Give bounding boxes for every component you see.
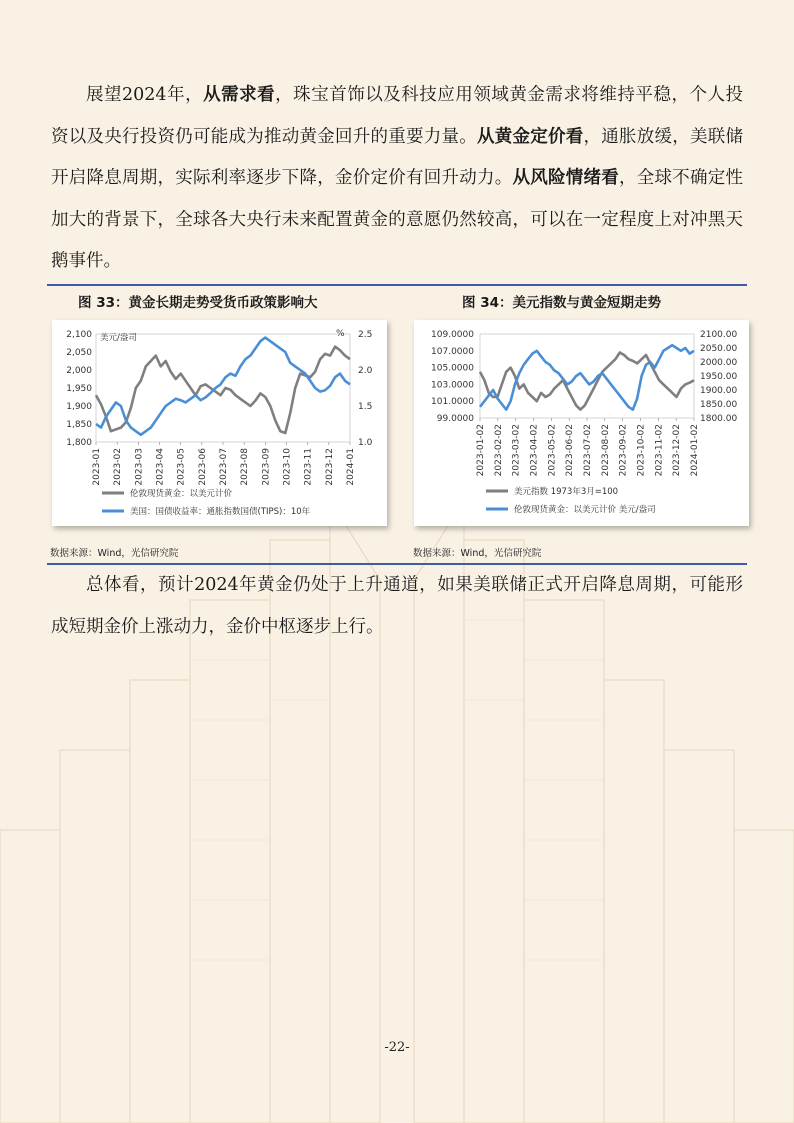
y-left-tick-label: 1,800 (66, 438, 92, 448)
top-divider (47, 284, 747, 286)
y-left-tick-label: 2,050 (66, 348, 92, 358)
y-left-tick-label: 99.0000 (436, 414, 474, 424)
y-left-tick-label: 101.0000 (431, 397, 474, 408)
x-tick-label: 2023-10 (282, 448, 293, 486)
y-right-tick-label: 2.5 (358, 330, 373, 340)
y-left-tick-label: 105.0000 (431, 363, 474, 374)
legend-label-1: 伦敦现货黄金：以美元计价 (130, 489, 233, 499)
figure34-title: 图 34：美元指数与黄金短期走势 (462, 295, 661, 311)
y-right-tick-label: 1950.00 (700, 372, 738, 382)
figure33-source: 数据来源：Wind，光信研究院 (50, 548, 179, 559)
y-right-tick-label: 2000.00 (700, 358, 738, 368)
x-tick-label: 2023-07-02 (583, 424, 593, 477)
x-tick-label: 2023-01-02 (476, 424, 486, 477)
x-tick-label: 2023-09-02 (618, 424, 629, 477)
x-tick-label: 2023-10-02 (636, 424, 647, 477)
figure33-title: 图 33：黄金长期走势受货币政策影响大 (78, 295, 318, 311)
legend-label-1: 美元指数 1973年3月=100 (514, 487, 619, 497)
x-tick-label: 2023-03-02 (511, 424, 522, 477)
x-tick-label: 2024-01-02 (690, 424, 700, 477)
y-right-tick-label: 1.5 (358, 402, 373, 412)
legend-label-2: 美国：国债收益率：通胀指数国债(TIPS)：10年 (130, 507, 311, 517)
figure34-source: 数据来源：Wind，光信研究院 (413, 548, 542, 559)
series-line-2 (96, 338, 350, 435)
para1-text-2: ，珠宝首饰以及科技应用领域黄金需求将维持平稳，个人投资以及央行投资仍可能成为推动黄金回升的重要力量。 (51, 85, 744, 147)
x-tick-label: 2023-06-02 (565, 424, 576, 477)
x-tick-label: 2023-08 (240, 448, 251, 486)
x-tick-label: 2023-06 (197, 448, 208, 486)
x-tick-label: 2023-02-02 (493, 424, 504, 477)
y-right-tick-label: 2.0 (358, 366, 373, 376)
x-tick-label: 2023-01 (92, 448, 102, 486)
y-left-unit-label: 美元/盎司 (100, 333, 137, 343)
x-tick-label: 2023-04 (155, 448, 166, 486)
page-number: -22- (384, 1040, 410, 1055)
x-tick-label: 2023-02 (113, 448, 124, 486)
y-right-tick-label: 2100.00 (700, 330, 738, 340)
y-right-tick-label: 1800.00 (700, 414, 738, 424)
para1-bold-demand: 从需求看 (203, 85, 276, 105)
y-right-unit-label: % (336, 329, 345, 339)
figure34-chart (414, 320, 749, 526)
x-tick-label: 2023-03 (134, 448, 145, 486)
para1-text-1: 展望2024年， (86, 85, 204, 105)
y-right-tick-label: 1900.00 (700, 386, 738, 396)
x-tick-label: 2023-05 (176, 448, 187, 486)
paragraph-outlook (51, 75, 743, 283)
x-tick-label: 2023-12-02 (672, 424, 683, 477)
para1-text-3: ，通胀放缓，美联储开启降息周期，实际利率逐步下降，金价定价有回升动力。 (51, 126, 743, 188)
paragraph-summary: 总体看，预计2024年黄金仍处于上升通道，如果美联储正式开启降息周期，可能形成短期金价上涨动力，金价中枢逐步上行。 (51, 575, 743, 637)
x-tick-label: 2023-08-02 (600, 424, 611, 477)
y-left-tick-label: 1,950 (66, 384, 92, 394)
x-tick-label: 2023-11 (303, 448, 314, 486)
figure34-chart-panel (414, 320, 749, 526)
y-left-tick-label: 1,850 (66, 420, 92, 430)
figure33-chart (52, 320, 387, 526)
x-tick-label: 2023-09 (261, 448, 272, 486)
legend-label-2: 伦敦现货黄金：以美元计价 美元/盎司 (514, 505, 656, 515)
x-tick-label: 2023-12 (324, 448, 335, 486)
y-left-tick-label: 2,100 (66, 330, 92, 340)
y-left-tick-label: 107.0000 (431, 346, 474, 357)
series-line-1 (96, 347, 350, 433)
x-tick-label: 2023-07 (219, 448, 229, 486)
y-right-tick-label: 1850.00 (700, 400, 738, 410)
x-tick-label: 2023-05-02 (547, 424, 558, 477)
para1-bold-risk: 从风险情绪看 (512, 168, 619, 188)
x-tick-label: 2024-01 (346, 448, 356, 486)
y-left-tick-label: 2,000 (66, 366, 92, 376)
figure33-chart-panel (52, 320, 387, 526)
x-tick-label: 2023-04-02 (529, 424, 540, 477)
y-left-tick-label: 103.0000 (431, 380, 474, 391)
y-left-tick-label: 109.0000 (431, 330, 474, 340)
plot-area (96, 334, 350, 442)
para1-bold-pricing: 从黄金定价看 (477, 126, 584, 147)
plot-area (480, 334, 694, 418)
y-left-tick-label: 1,900 (66, 402, 92, 412)
para1-text-4: ，全球不确定性加大的背景下，全球各大央行未来配置黄金的意愿仍然较高，可以在一定程度上对冲黑天鹅事件。 (51, 168, 743, 271)
x-tick-label: 2023-11-02 (654, 424, 665, 477)
y-right-tick-label: 1.0 (358, 438, 373, 448)
y-right-tick-label: 2050.00 (700, 344, 738, 354)
